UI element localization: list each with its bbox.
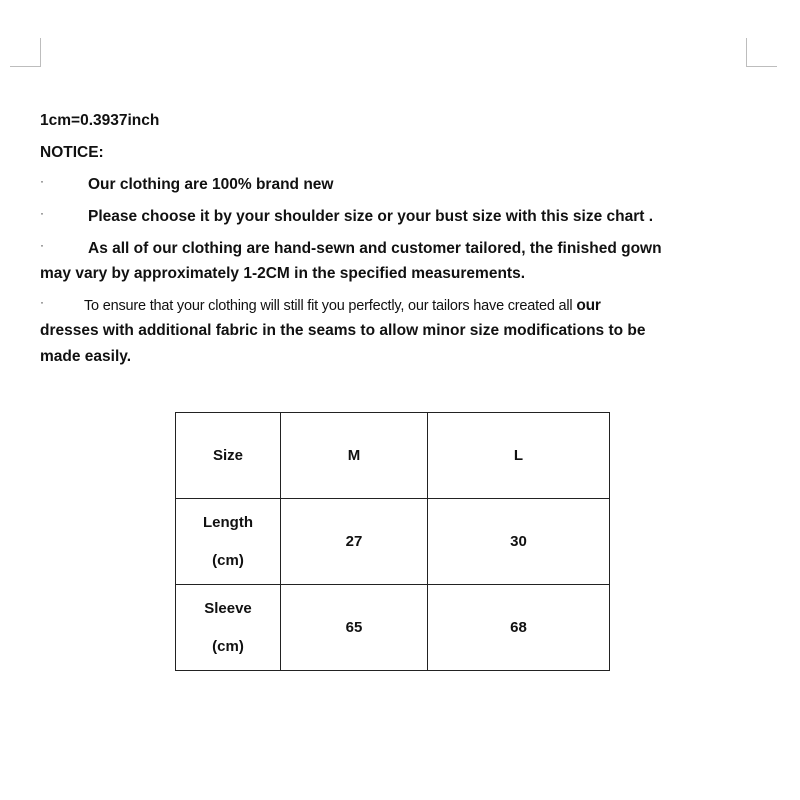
- table-row: [176, 499, 610, 585]
- header-cell-m: M: [281, 413, 428, 499]
- bullet-dot: ·: [40, 238, 44, 252]
- crop-mark-top-left: [10, 38, 41, 67]
- crop-mark-top-right: [746, 38, 777, 67]
- bullet-text: [84, 297, 601, 315]
- bullet-text-tail: our: [576, 297, 601, 314]
- value-cell: 68: [428, 585, 610, 671]
- bullet-dot: ·: [40, 174, 44, 188]
- value-cell: 27: [281, 499, 428, 585]
- row-label-cell: [176, 499, 281, 585]
- value-cell: 30: [428, 499, 610, 585]
- notice-title: NOTICE:: [40, 144, 104, 161]
- bullet-continuation: may vary by approximately 1-2CM in the specified measurements.: [40, 265, 525, 282]
- conversion-note: 1cm=0.3937inch: [40, 112, 160, 129]
- table-row: [176, 585, 610, 671]
- bullet-dot: ·: [40, 206, 44, 220]
- bullet-text-main: To ensure that your clothing will still fit you perfectly, our tailors have created all: [84, 298, 573, 314]
- table-header-row: [176, 413, 610, 499]
- size-chart-table: [175, 412, 610, 671]
- bullet-continuation: dresses with additional fabric in the seams to allow minor size modifications to be: [40, 322, 646, 339]
- bullet-text: Our clothing are 100% brand new: [88, 176, 334, 193]
- value-cell: 65: [281, 585, 428, 671]
- header-cell-l: L: [428, 413, 610, 499]
- bullet-continuation: made easily.: [40, 348, 132, 365]
- bullet-dot: ·: [40, 295, 44, 309]
- bullet-text: Please choose it by your shoulder size or your bust size with this size chart .: [88, 208, 654, 225]
- row-label-cell: [176, 585, 281, 671]
- row-unit: (cm): [212, 551, 244, 569]
- row-unit: (cm): [212, 637, 244, 655]
- row-label: Length: [203, 513, 253, 531]
- header-cell-size: Size: [176, 413, 281, 499]
- bullet-text: As all of our clothing are hand-sewn and customer tailored, the finished gown: [88, 240, 662, 257]
- row-label: Sleeve: [204, 599, 252, 617]
